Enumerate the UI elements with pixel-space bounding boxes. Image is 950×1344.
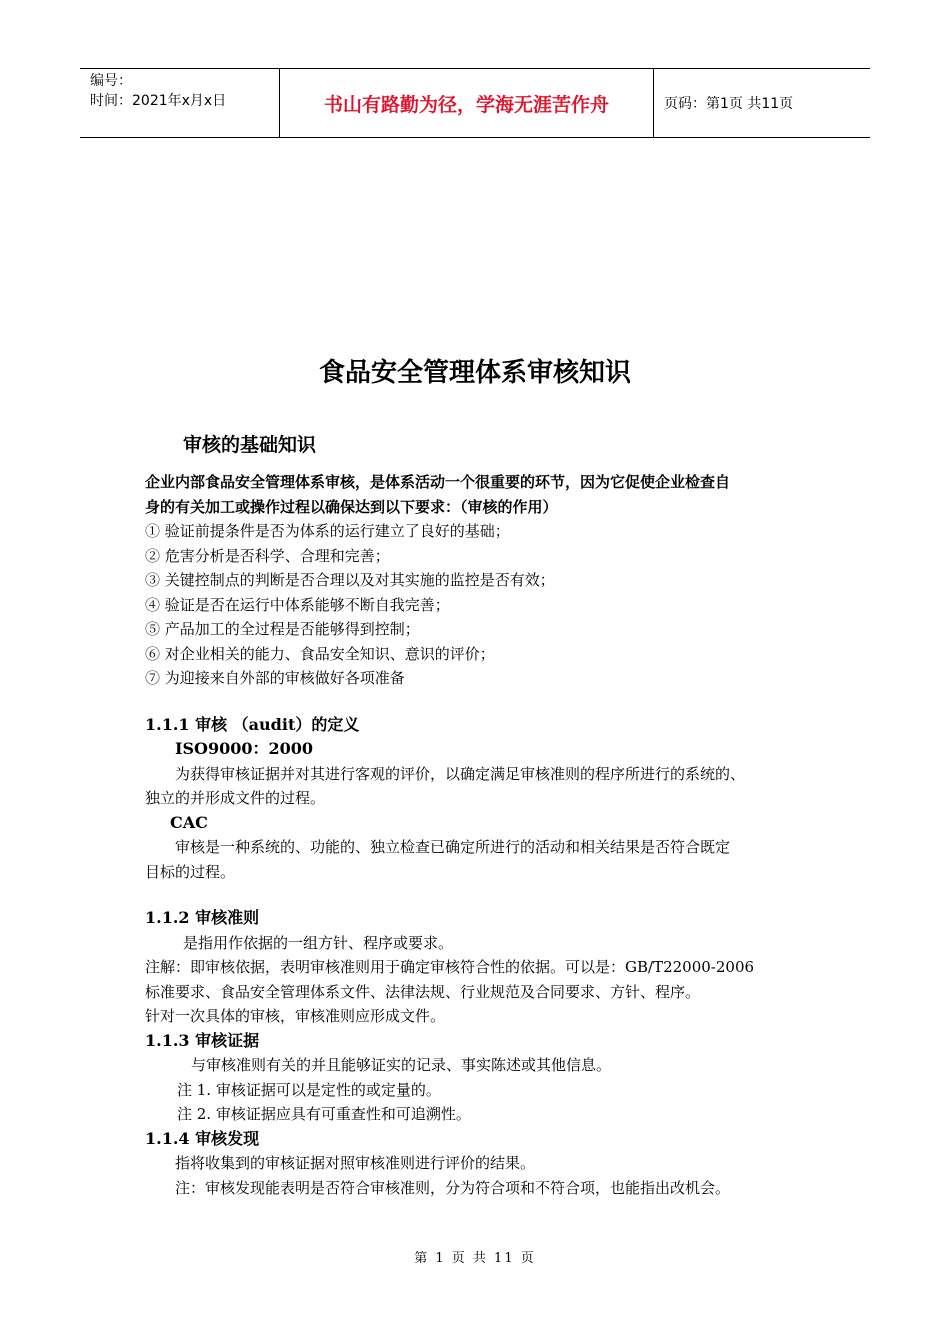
list-item: ⑤ 产品加工的全过程是否能够得到控制；: [145, 620, 420, 638]
criteria-note-1: 注解：即审核依据，表明审核准则用于确定审核符合性的依据。可以是：GB/T22000-2006: [145, 958, 755, 976]
heading-1-1-1: 1.1.1 审核 （audit）的定义: [145, 714, 360, 734]
heading-1-1-4: 1.1.4 审核发现: [145, 1128, 260, 1148]
evidence-definition: 与审核准则有关的并且能够证实的记录、事实陈述或其他信息。: [191, 1056, 612, 1074]
heading-1-1-2: 1.1.2 审核准则: [145, 908, 260, 927]
time-label: 时间：2021年x月x日: [90, 93, 227, 109]
page-info: 页码：第1页 共11页: [664, 96, 794, 112]
cac-definition-2: 目标的过程。: [145, 862, 236, 881]
list-item: ④ 验证是否在运行中体系能够不断自我完善；: [145, 595, 450, 614]
header-left-cell: [80, 69, 280, 137]
motto: 书山有路勤为径，学海无涯苦作舟: [280, 69, 654, 137]
iso-label: ISO9000：2000: [175, 739, 314, 758]
findings-definition: 指将收集到的审核证据对照审核准则进行评价的结果。: [175, 1154, 536, 1172]
code-label: 编号：: [90, 73, 132, 89]
heading-1-1-3: 1.1.3 审核证据: [145, 1030, 260, 1050]
iso-definition-1: 为获得审核证据并对其进行客观的评价，以确定满足审核准则的程序所进行的系统的、: [175, 764, 746, 783]
list-item: ⑥ 对企业相关的能力、食品安全知识、意识的评价；: [145, 644, 495, 663]
cac-definition-1: 审核是一种系统的、功能的、独立检查已确定所进行的活动和相关结果是否符合既定: [175, 838, 731, 856]
page-footer: 第 1 页 共 11 页: [414, 1251, 536, 1266]
header-table: [80, 68, 870, 138]
list-item: ① 验证前提条件是否为体系的运行建立了良好的基础；: [145, 522, 510, 540]
section-title: 审核的基础知识: [183, 434, 317, 456]
criteria-definition: 是指用作依据的一组方针、程序或要求。: [183, 933, 454, 952]
list-item: ② 危害分析是否科学、合理和完善；: [145, 546, 390, 565]
criteria-note-2: 标准要求、食品安全管理体系文件、法律法规、行业规范及合同要求、方针、程序。: [145, 982, 701, 1001]
findings-note: 注：审核发现能表明是否符合审核准则，分为符合项和不符合项，也能指出改机会。: [175, 1178, 731, 1197]
list-item: ⑦ 为迎接来自外部的审核做好各项准备: [145, 669, 405, 687]
cac-label: CAC: [170, 812, 208, 832]
evidence-note-2: 注 2. 审核证据应具有可重查性和可追溯性。: [177, 1105, 471, 1123]
iso-definition-2: 独立的并形成文件的过程。: [145, 789, 326, 807]
intro-line-2: 身的有关加工或操作过程以确保达到以下要求：（审核的作用）: [145, 497, 558, 516]
document-body: [145, 430, 825, 1200]
list-item: ③ 关键控制点的判断是否合理以及对其实施的监控是否有效；: [145, 571, 555, 589]
criteria-note-3: 针对一次具体的审核，审核准则应形成文件。: [145, 1007, 446, 1025]
intro-line-1: 企业内部食品安全管理体系审核，是体系活动一个很重要的环节，因为它促使企业检查自: [145, 473, 731, 491]
document-title: 食品安全管理体系审核知识: [318, 358, 631, 388]
evidence-note-1: 注 1. 审核证据可以是定性的或定量的。: [177, 1080, 441, 1099]
